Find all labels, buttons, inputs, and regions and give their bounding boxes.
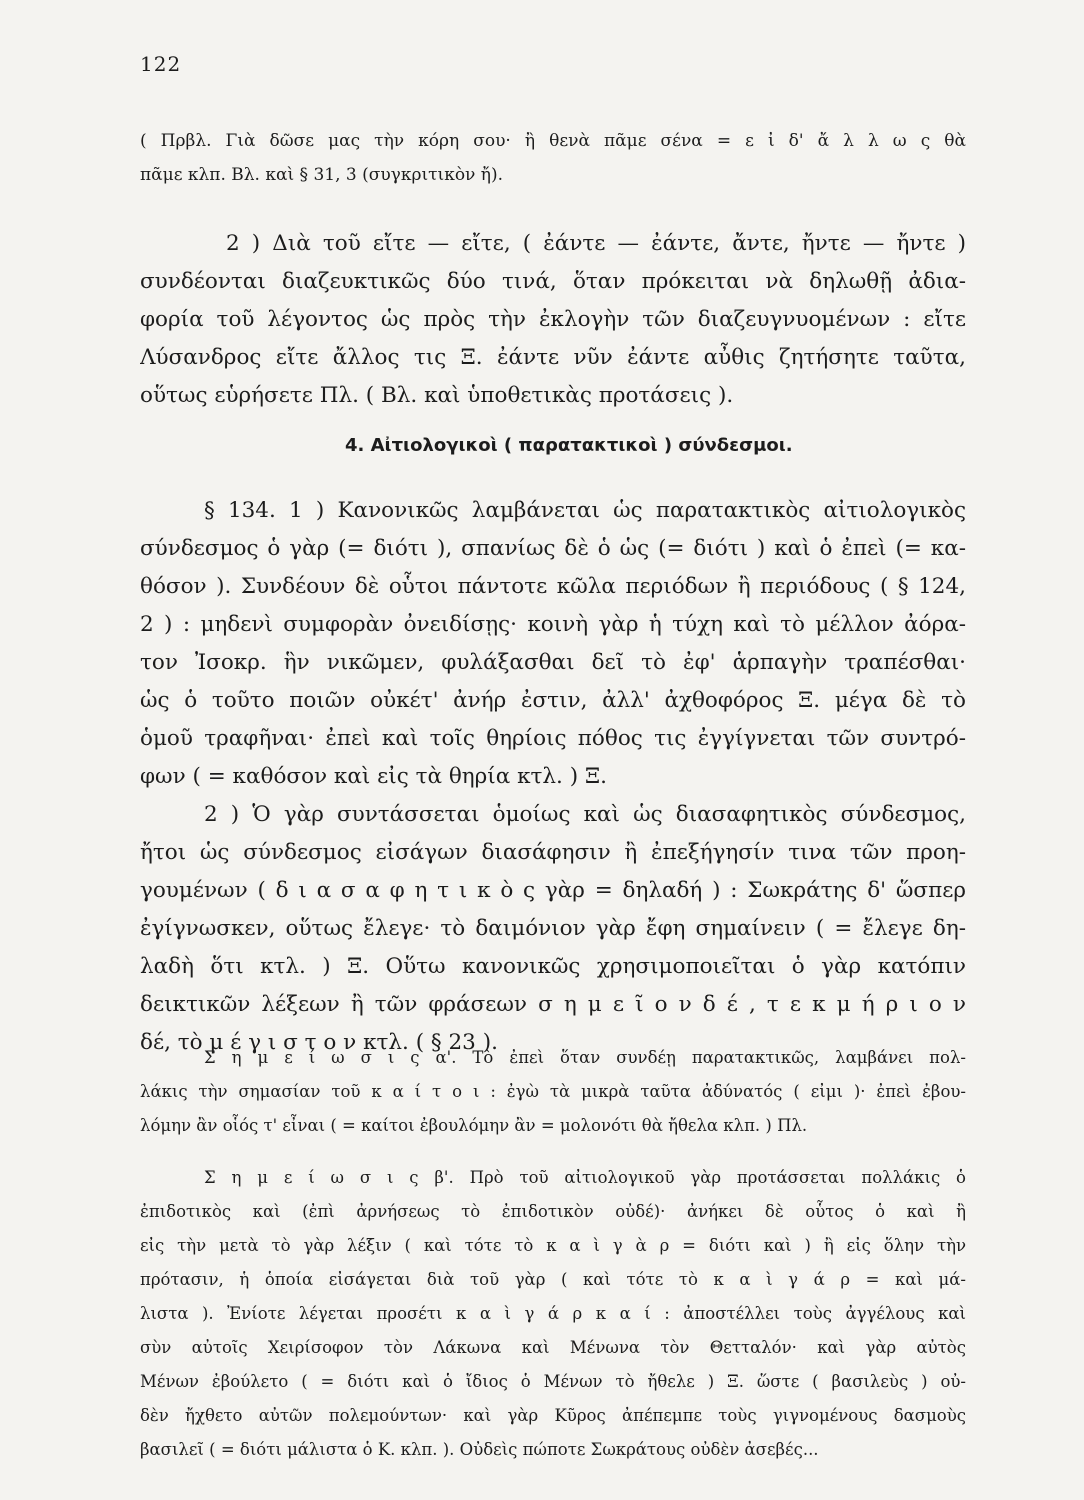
text-line: σύνδεσμος ὁ γὰρ (= διότι ), σπανίως δὲ ὁ ὡς (= διότι ) καὶ ὁ ἐπεὶ (= κα-: [140, 536, 966, 561]
text-line: ἐγίγνωσκεν, οὕτως ἔλεγε· τὸ δαιμόνιον γὰρ ἔφη σημαίνειν ( = ἔλεγε δη-: [140, 916, 966, 941]
text-line: Σ η μ ε ί ω σ ι ς β'. Πρὸ τοῦ αἰτιολογικοῦ γὰρ προτάσσεται πολλάκις ὁ: [204, 1168, 966, 1187]
text-line: ἐπιδοτικὸς καὶ (ἐπὶ ἀρνήσεως τὸ ἐπιδοτικὸν οὐδέ)· ἀνήκει δὲ οὗτος ὁ καὶ ἢ: [140, 1202, 966, 1221]
text-line: Μένων ἐβούλετο ( = διότι καὶ ὁ ἴδιος ὁ Μένων τὸ ἤθελε ) Ξ. ὥστε ( βασιλεὺς ) οὐ-: [140, 1372, 966, 1391]
text-line: λιστα ). Ἐνίοτε λέγεται προσέτι κ α ὶ γ ά ρ κ α ί : ἀποστέλλει τοὺς ἀγγέλους καὶ: [140, 1304, 966, 1323]
text-line: πᾶμε κλπ. Βλ. καὶ § 31, 3 (συγκριτικὸν ἤ).: [140, 165, 504, 185]
note-b: [140, 1161, 966, 1467]
note-a: [140, 1041, 966, 1143]
text-line: ὁμοῦ τραφῆναι· ἐπεὶ καὶ τοῖς θηρίοις πόθος τις ἐγγίγνεται τῶν συντρό-: [140, 726, 966, 751]
text-line: δεικτικῶν λέξεων ἢ τῶν φράσεων σ η μ ε ῖ ο ν δ έ , τ ε κ μ ή ρ ι ο ν: [140, 992, 966, 1017]
paragraph-134-1: [140, 492, 966, 796]
text-line: φων ( = καθόσον καὶ εἰς τὰ θηρία κτλ. ) Ξ.: [140, 764, 607, 789]
text-line: Λύσανδρος εἴτε ἄλλος τις Ξ. ἐάντε νῦν ἐάντε αὖθις ζητήσητε ταῦτα,: [140, 345, 966, 370]
text-line: φορία τοῦ λέγοντος ὡς πρὸς τὴν ἐκλογὴν τῶν διαζευγνυομένων : εἴτε: [140, 307, 966, 332]
text-line: λόμην ἂν οἷός τ' εἶναι ( = καίτοι ἐβουλόμην ἂν = μολονότι θὰ ἤθελα κλπ. ) Πλ.: [140, 1116, 808, 1135]
text-line: ὡς ὁ τοῦτο ποιῶν οὐκέτ' ἀνήρ ἐστιν, ἀλλ' ἀχθοφόρος Ξ. μέγα δὲ τὸ: [140, 688, 966, 713]
text-line: εἰς τὴν μετὰ τὸ γὰρ λέξιν ( καὶ τότε τὸ κ α ὶ γ ὰ ρ = διότι καὶ ) ἢ εἰς ὅλην τὴν: [140, 1236, 966, 1255]
text-line: λαδὴ ὅτι κτλ. ) Ξ. Οὕτω κανονικῶς χρησιμοποιεῖται ὁ γὰρ κατόπιν: [140, 954, 966, 979]
text-line: Σ η μ ε ί ω σ ι ς α'. Τὸ ἐπεὶ ὅταν συνδέῃ παρατακτικῶς, λαμβάνει πολ-: [204, 1048, 966, 1067]
text-line: δέ, τὸ μ έ γ ι σ τ ο ν κτλ. ( § 23 ).: [140, 1030, 498, 1055]
text-line: 2 ) Ὁ γὰρ συντάσσεται ὁμοίως καὶ ὡς διασαφητικὸς σύνδεσμος,: [204, 802, 966, 827]
text-line: τον Ἰσοκρ. ἣν νικῶμεν, φυλάξασθαι δεῖ τὸ ἐφ' ἁρπαγὴν τραπέσθαι·: [140, 650, 966, 675]
text-line: οὕτως εὑρήσετε Πλ. ( Βλ. καὶ ὑποθετικὰς προτάσεις ).: [140, 383, 734, 408]
text-line: λάκις τὴν σημασίαν τοῦ κ α ί τ ο ι : ἐγὼ τὰ μικρὰ ταῦτα ἀδύνατός ( εἰμι )· ἐπεὶ ἐβου-: [140, 1082, 966, 1101]
text-line: 2 ) Διὰ τοῦ εἴτε — εἴτε, ( ἐάντε — ἐάντε, ἄντε, ἤντε — ἤντε ): [226, 231, 966, 256]
note-top: [140, 124, 966, 192]
page-number: 122: [140, 52, 182, 76]
text-line: συνδέονται διαζευκτικῶς δύο τινά, ὅταν πρόκειται νὰ δηλωθῇ ἀδια-: [140, 269, 966, 294]
text-line: 2 ) : μηδενὶ συμφορὰν ὀνειδίσῃς· κοινὴ γὰρ ἡ τύχη καὶ τὸ μέλλον ἀόρα-: [140, 612, 966, 637]
paragraph-2: [140, 225, 966, 415]
text-line: § 134. 1 ) Κανονικῶς λαμβάνεται ὡς παρατακτικὸς αἰτιολογικὸς: [204, 498, 966, 523]
text-line: σὺν αὐτοῖς Χειρίσοφον τὸν Λάκωνα καὶ Μένωνα τὸν Θετταλόν· καὶ γὰρ αὐτὸς: [140, 1338, 966, 1357]
text-line: γουμένων ( δ ι α σ α φ η τ ι κ ὸ ς γὰρ = δηλαδή ) : Σωκράτης δ' ὥσπερ: [140, 878, 966, 903]
text-line: ( Πρβλ. Γιὰ δῶσε μας τὴν κόρη σου· ἢ θενὰ πᾶμε σένα = ε ἰ δ' ἄ λ λ ω ς θὰ: [140, 131, 966, 151]
text-line: βασιλεῖ ( = διότι μάλιστα ὁ Κ. κλπ. ). Οὐδεὶς πώποτε Σωκράτους οὐδὲν ἀσεβές...: [140, 1440, 819, 1459]
section-heading: 4. Αἰτιολογικοὶ ( παρατακτικοὶ ) σύνδεσμοι.: [345, 435, 793, 456]
text-line: ἤτοι ὡς σύνδεσμος εἰσάγων διασάφησιν ἢ ἐπεξήγησίν τινα τῶν προη-: [140, 840, 966, 865]
text-line: θόσον ). Συνδέουν δὲ οὗτοι πάντοτε κῶλα περιόδων ἢ περιόδους ( § 124,: [140, 574, 966, 599]
paragraph-134-2: [140, 796, 966, 1062]
text-line: δὲν ἤχθετο αὐτῶν πολεμούντων· καὶ γὰρ Κῦρος ἀπέπεμπε τοὺς γιγνομένους δασμοὺς: [140, 1406, 966, 1425]
text-line: πρότασιν, ἡ ὁποία εἰσάγεται διὰ τοῦ γὰρ ( καὶ τότε τὸ κ α ὶ γ ά ρ = καὶ μά-: [140, 1270, 966, 1289]
